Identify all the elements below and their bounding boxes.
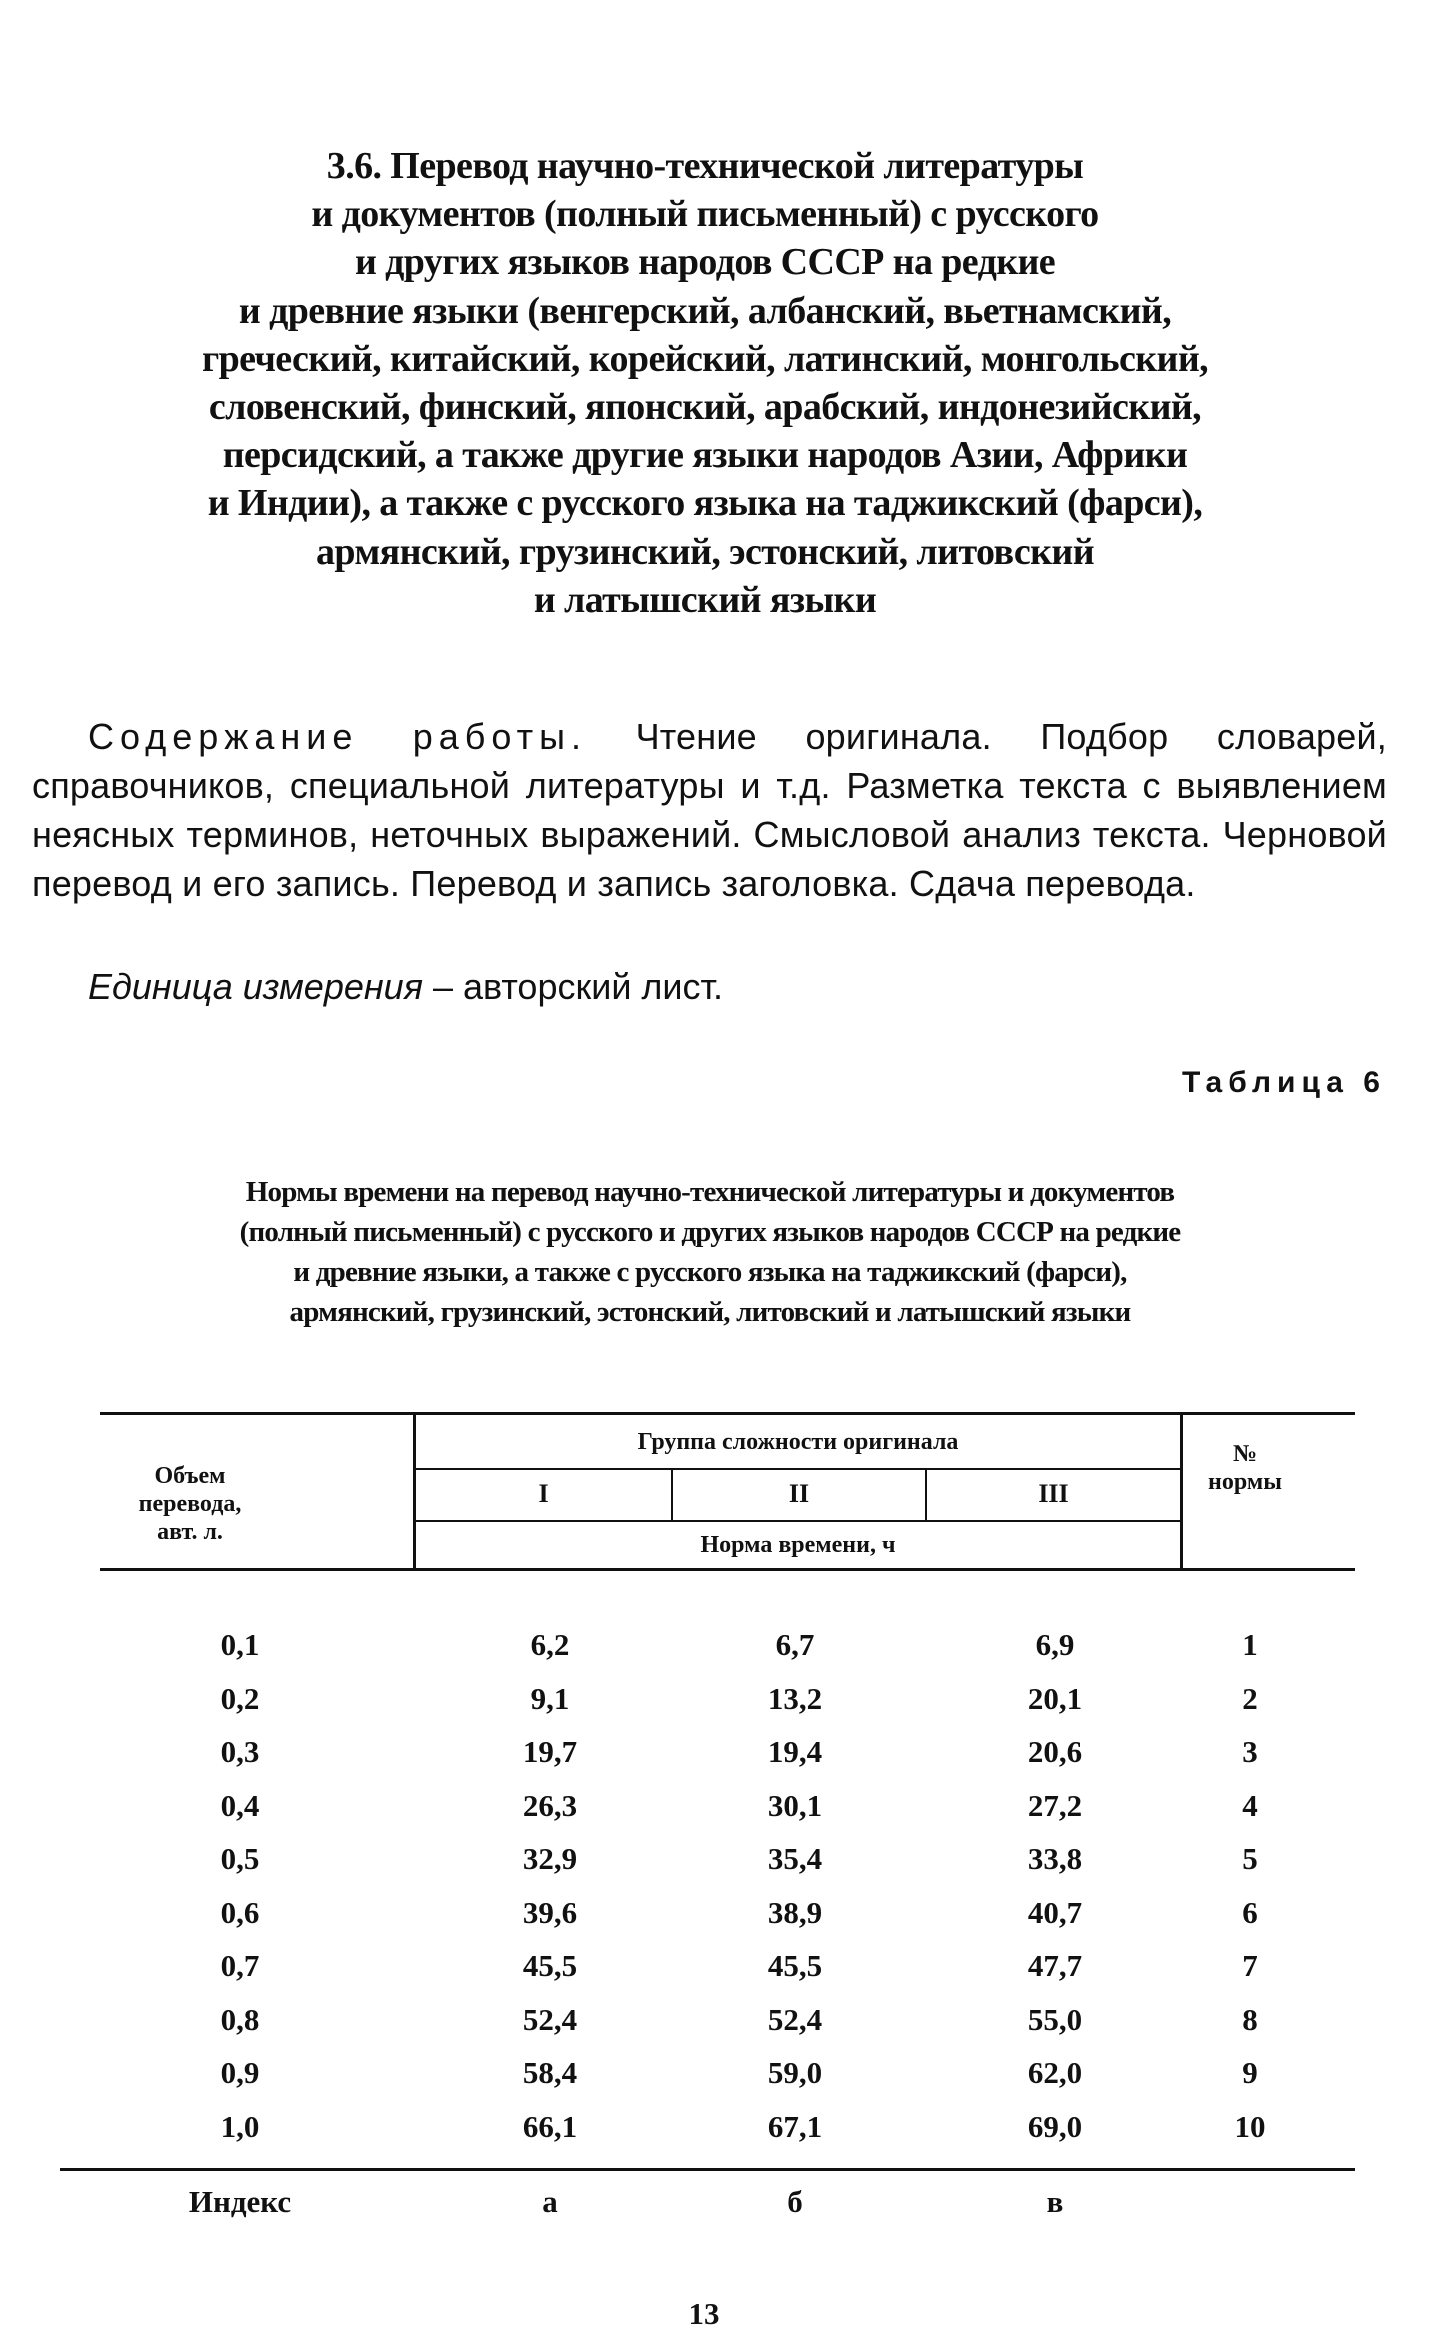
cell-group-3: 62,0 [1027, 2055, 1083, 2090]
unit-label: Единица измерения [88, 966, 423, 1007]
group-subrule [413, 1468, 1183, 1470]
table-row [0, 2100, 1448, 2154]
cell-group-2: 59,0 [767, 2055, 823, 2090]
cell-norm-number: 4 [1242, 1787, 1258, 1823]
cell-group-2: 13,2 [767, 1680, 823, 1716]
cell-group-2: 19,4 [767, 1734, 823, 1769]
norm-subrule [413, 1520, 1183, 1522]
unit-of-measure-line [88, 962, 723, 1011]
index-group-3: в [1046, 2184, 1064, 2219]
table-row [0, 1993, 1448, 2047]
cell-volume: 0,2 [220, 1680, 260, 1716]
cell-volume: 0,9 [220, 2055, 260, 2090]
cell-norm-number: 1 [1242, 1627, 1258, 1662]
cell-group-2: 67,1 [767, 2108, 823, 2144]
norms-table-body [0, 1618, 1448, 2153]
header-group-1: I [538, 1479, 549, 1508]
cell-group-2: 35,4 [767, 1841, 823, 1876]
table-row [0, 1886, 1448, 1940]
cell-group-1: 58,4 [522, 2055, 578, 2090]
cell-group-1: 39,6 [522, 1894, 578, 1930]
cell-group-3: 20,6 [1027, 1734, 1083, 1769]
cell-group-2: 6,7 [775, 1627, 815, 1662]
cell-group-2: 45,5 [767, 1948, 823, 1983]
table-top-rule [100, 1412, 1355, 1415]
cell-volume: 0,3 [220, 1734, 260, 1769]
section-heading [120, 142, 1290, 624]
page-number: 13 [688, 2296, 720, 2331]
heading-line: и древние языки (венгерский, албанский, вьетнамский, [238, 289, 1172, 332]
heading-line: и документов (полный письменный) с русского [311, 193, 1099, 236]
cell-group-2: 30,1 [767, 1787, 823, 1823]
heading-line: персидский, а также другие языки народов Азии, Африки [222, 434, 1188, 477]
cell-group-1: 6,2 [530, 1627, 570, 1662]
index-row [0, 2180, 1448, 2224]
cell-group-3: 33,8 [1027, 1841, 1083, 1876]
heading-line: 3.6. Перевод научно-технической литературы [326, 145, 1084, 187]
work-content-lead: Содержание работы. [88, 716, 588, 757]
cell-group-2: 52,4 [767, 2001, 823, 2037]
cell-volume: 0,1 [220, 1627, 260, 1662]
cell-group-1: 52,4 [522, 2001, 578, 2037]
work-content-text: Чтение оригинала. Подбор словарей, справочников, специальной литературы и т.д. Разметка текста с выявлением неясных терминов, неточных выражений. Смысловой анализ текста. Черновой перевод и его запись. Перевод и запись заголовка. Сдача перевода. [32, 716, 1387, 904]
cell-volume: 1,0 [220, 2108, 260, 2144]
table-number: Таблица 6 [1181, 1066, 1386, 1099]
heading-line: греческий, китайский, корейский, латинский, монгольский, [201, 337, 1209, 380]
cell-norm-number: 6 [1242, 1894, 1258, 1930]
unit-value: – авторский лист. [432, 966, 724, 1007]
cell-group-3: 27,2 [1027, 1787, 1083, 1823]
cell-norm-number: 2 [1242, 1680, 1258, 1716]
cell-volume: 0,5 [220, 1841, 260, 1876]
header-group-2: II [788, 1479, 810, 1508]
table-bottom-rule [60, 2168, 1355, 2171]
cell-norm-number: 5 [1242, 1841, 1258, 1876]
header-norm-number: № нормы [1208, 1441, 1282, 1495]
cell-group-1: 19,7 [522, 1734, 578, 1769]
cell-norm-number: 10 [1234, 2108, 1266, 2144]
cell-volume: 0,6 [220, 1894, 260, 1930]
caption-line: (полный письменный) с русского и других языков народов СССР на редкие [239, 1216, 1181, 1248]
table-caption [110, 1172, 1310, 1332]
cell-group-1: 45,5 [522, 1948, 578, 1983]
cell-norm-number: 7 [1242, 1948, 1258, 1983]
cell-group-2: 38,9 [767, 1894, 823, 1930]
cell-group-1: 9,1 [530, 1680, 570, 1716]
caption-line: и древние языки, а также с русского языка на таджикский (фарси), [293, 1256, 1127, 1288]
header-bottom-rule [100, 1568, 1355, 1571]
header-volume: Объем перевода, авт. л. [138, 1463, 242, 1545]
header-group: Группа сложности оригинала [637, 1429, 959, 1455]
table-row [0, 2046, 1448, 2100]
index-label: Индекс [188, 2184, 292, 2219]
cell-group-1: 66,1 [522, 2108, 578, 2144]
heading-line: армянский, грузинский, эстонский, литовский [315, 530, 1094, 573]
table-row [0, 1832, 1448, 1886]
index-group-2: б [787, 2184, 803, 2219]
cell-norm-number: 8 [1242, 2001, 1258, 2037]
header-vline-right [1180, 1412, 1183, 1570]
cell-norm-number: 3 [1242, 1734, 1258, 1769]
table-row [0, 1939, 1448, 1993]
cell-group-3: 40,7 [1027, 1894, 1083, 1930]
cell-group-1: 32,9 [522, 1841, 578, 1876]
table-row [0, 1618, 1448, 1672]
caption-line: Нормы времени на перевод научно-технической литературы и документов [245, 1176, 1175, 1208]
table-row [0, 1779, 1448, 1833]
heading-line: словенский, финский, японский, арабский, индонезийский, [208, 386, 1202, 429]
table-row [0, 1725, 1448, 1779]
heading-line: и других языков народов СССР на редкие [354, 241, 1056, 284]
cell-volume: 0,4 [220, 1787, 260, 1823]
cell-volume: 0,8 [220, 2001, 260, 2037]
work-content-paragraph [32, 712, 1387, 908]
index-group-1: а [542, 2184, 558, 2219]
cell-group-3: 47,7 [1027, 1948, 1083, 1983]
table-row [0, 1672, 1448, 1726]
cell-group-1: 26,3 [522, 1787, 578, 1823]
header-norm-time: Норма времени, ч [700, 1532, 896, 1558]
cell-volume: 0,7 [220, 1948, 260, 1983]
heading-line: и Индии), а также с русского языка на таджикский (фарси), [207, 482, 1203, 525]
cell-group-3: 20,1 [1027, 1680, 1083, 1716]
heading-line: и латышский языки [533, 578, 877, 621]
cell-group-3: 69,0 [1027, 2108, 1083, 2144]
header-group-3: III [1038, 1479, 1069, 1508]
cell-group-3: 6,9 [1035, 1627, 1075, 1662]
cell-group-3: 55,0 [1027, 2001, 1083, 2037]
caption-line: армянский, грузинский, эстонский, литовский и латышский языки [289, 1296, 1131, 1328]
cell-norm-number: 9 [1242, 2055, 1258, 2090]
